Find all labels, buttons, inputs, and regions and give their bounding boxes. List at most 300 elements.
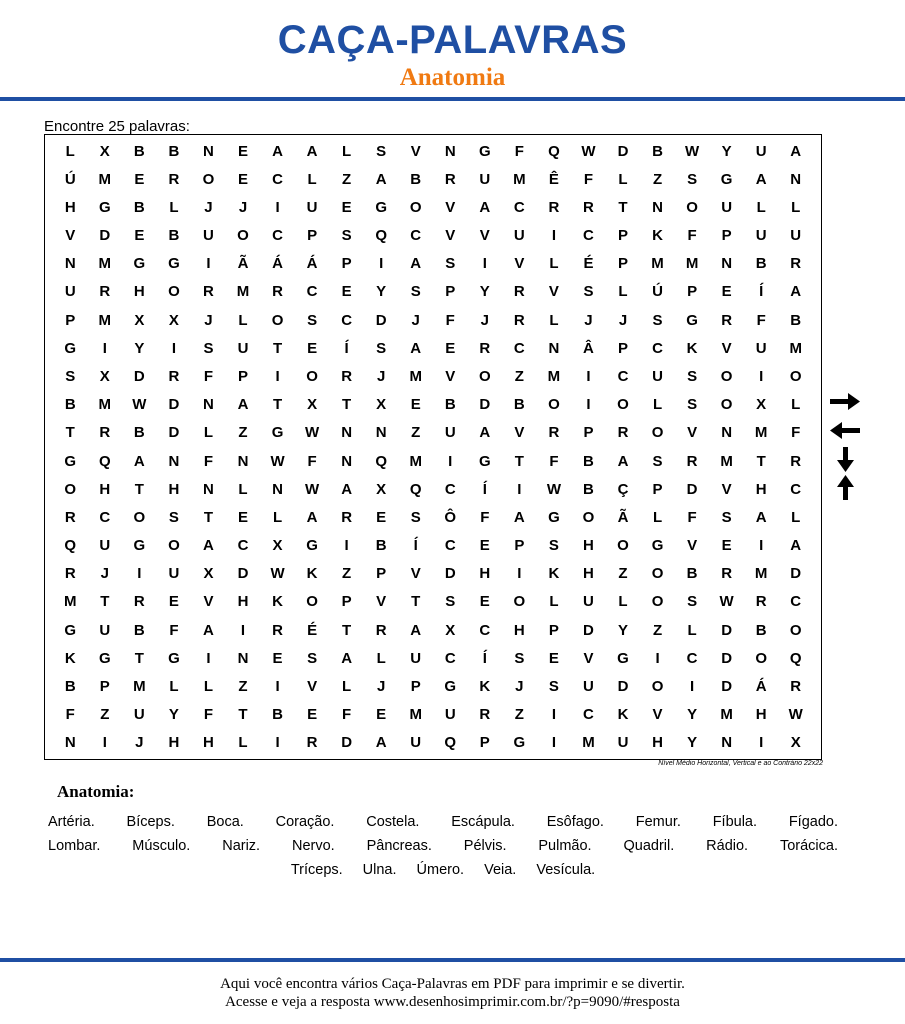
grid-cell[interactable]: E: [341, 283, 352, 301]
grid-cell[interactable]: I: [586, 368, 591, 386]
grid-cell[interactable]: Z: [342, 170, 352, 188]
grid-cell[interactable]: U: [410, 734, 422, 752]
grid-cell[interactable]: X: [756, 396, 767, 414]
grid-cell[interactable]: T: [618, 198, 628, 216]
grid-cell[interactable]: K: [479, 678, 491, 696]
grid-cell[interactable]: K: [652, 227, 663, 245]
grid-cell[interactable]: H: [513, 621, 525, 639]
grid-cell[interactable]: R: [479, 706, 491, 724]
grid-cell[interactable]: H: [755, 706, 767, 724]
grid-cell[interactable]: O: [306, 593, 318, 611]
grid-cell[interactable]: V: [479, 227, 490, 245]
grid-cell[interactable]: S: [410, 283, 421, 301]
grid-cell[interactable]: F: [342, 706, 352, 724]
grid-cell[interactable]: M: [513, 170, 526, 188]
grid-cell[interactable]: Z: [618, 565, 628, 583]
grid-cell[interactable]: P: [65, 311, 76, 329]
grid-cell[interactable]: J: [100, 565, 109, 583]
grid-cell[interactable]: Q: [444, 734, 457, 752]
grid-cell[interactable]: S: [687, 396, 698, 414]
grid-cell[interactable]: L: [307, 170, 317, 188]
grid-cell[interactable]: C: [513, 339, 525, 357]
grid-cell[interactable]: V: [410, 565, 421, 583]
grid-cell[interactable]: R: [306, 734, 318, 752]
grid-cell[interactable]: S: [652, 311, 663, 329]
grid-cell[interactable]: Í: [482, 649, 487, 667]
grid-cell[interactable]: V: [514, 255, 525, 273]
grid-cell[interactable]: L: [169, 198, 179, 216]
grid-cell[interactable]: V: [307, 678, 318, 696]
grid-cell[interactable]: Ô: [444, 508, 457, 526]
grid-cell[interactable]: X: [203, 565, 214, 583]
grid-cell[interactable]: I: [759, 368, 764, 386]
grid-cell[interactable]: M: [720, 706, 733, 724]
grid-cell[interactable]: A: [341, 480, 353, 498]
grid-cell[interactable]: I: [482, 255, 487, 273]
grid-cell[interactable]: D: [168, 424, 180, 442]
grid-cell[interactable]: N: [341, 452, 353, 470]
grid-cell[interactable]: R: [64, 508, 76, 526]
grid-cell[interactable]: R: [99, 424, 111, 442]
grid-cell[interactable]: A: [513, 508, 525, 526]
grid-cell[interactable]: N: [375, 424, 387, 442]
grid-cell[interactable]: T: [342, 396, 352, 414]
grid-cell[interactable]: C: [306, 283, 318, 301]
grid-cell[interactable]: X: [168, 311, 179, 329]
grid-cell[interactable]: A: [790, 283, 802, 301]
grid-cell[interactable]: B: [686, 565, 698, 583]
grid-cell[interactable]: B: [133, 621, 145, 639]
grid-cell[interactable]: M: [754, 424, 768, 442]
grid-cell[interactable]: H: [203, 734, 214, 752]
grid-cell[interactable]: I: [551, 227, 556, 245]
grid-cell[interactable]: Í: [344, 339, 349, 357]
grid-cell[interactable]: Ã: [237, 255, 249, 273]
grid-cell[interactable]: H: [168, 480, 180, 498]
grid-cell[interactable]: O: [168, 283, 180, 301]
grid-cell[interactable]: B: [168, 142, 180, 160]
grid-cell[interactable]: G: [686, 311, 698, 329]
grid-cell[interactable]: K: [548, 565, 560, 583]
grid-cell[interactable]: S: [687, 593, 698, 611]
grid-cell[interactable]: P: [514, 537, 525, 555]
grid-cell[interactable]: I: [275, 198, 280, 216]
grid-cell[interactable]: Z: [238, 424, 248, 442]
grid-cell[interactable]: C: [237, 537, 249, 555]
grid-cell[interactable]: C: [272, 227, 283, 245]
grid-cell[interactable]: A: [479, 198, 491, 216]
grid-cell[interactable]: Y: [168, 706, 179, 724]
grid-cell[interactable]: U: [755, 227, 767, 245]
grid-cell[interactable]: J: [377, 368, 386, 386]
grid-cell[interactable]: V: [687, 424, 698, 442]
grid-cell[interactable]: K: [64, 649, 76, 667]
grid-cell[interactable]: E: [341, 198, 352, 216]
grid-cell[interactable]: X: [376, 480, 387, 498]
grid-cell[interactable]: V: [548, 283, 559, 301]
grid-cell[interactable]: W: [685, 142, 700, 160]
grid-cell[interactable]: U: [755, 339, 767, 357]
grid-cell[interactable]: T: [756, 452, 766, 470]
grid-cell[interactable]: R: [99, 283, 111, 301]
grid-cell[interactable]: D: [99, 227, 111, 245]
grid-cell[interactable]: B: [168, 227, 180, 245]
grid-cell[interactable]: U: [513, 227, 525, 245]
grid-cell[interactable]: A: [375, 734, 387, 752]
grid-cell[interactable]: C: [272, 170, 283, 188]
grid-cell[interactable]: L: [376, 649, 386, 667]
grid-cell[interactable]: I: [206, 649, 211, 667]
grid-cell[interactable]: J: [480, 311, 489, 329]
grid-cell[interactable]: A: [410, 621, 422, 639]
grid-cell[interactable]: B: [513, 396, 525, 414]
grid-cell[interactable]: X: [376, 396, 387, 414]
grid-cell[interactable]: T: [272, 396, 283, 414]
grid-cell[interactable]: O: [651, 424, 664, 442]
grid-cell[interactable]: R: [64, 565, 76, 583]
grid-cell[interactable]: I: [551, 706, 556, 724]
grid-cell[interactable]: U: [583, 593, 594, 611]
grid-cell[interactable]: S: [410, 508, 421, 526]
grid-cell[interactable]: R: [479, 339, 491, 357]
grid-cell[interactable]: S: [687, 170, 698, 188]
grid-cell[interactable]: R: [790, 452, 802, 470]
grid-cell[interactable]: M: [547, 368, 561, 386]
grid-cell[interactable]: Y: [687, 734, 698, 752]
grid-cell[interactable]: V: [376, 593, 387, 611]
grid-cell[interactable]: N: [548, 339, 560, 357]
grid-cell[interactable]: R: [203, 283, 214, 301]
grid-cell[interactable]: L: [342, 678, 352, 696]
grid-cell[interactable]: N: [64, 734, 76, 752]
grid-cell[interactable]: R: [375, 621, 387, 639]
grid-cell[interactable]: U: [64, 283, 76, 301]
grid-cell[interactable]: G: [478, 142, 491, 160]
grid-cell[interactable]: X: [445, 621, 456, 639]
grid-cell[interactable]: S: [168, 508, 179, 526]
grid-cell[interactable]: V: [410, 142, 421, 160]
grid-cell[interactable]: T: [238, 706, 248, 724]
grid-cell[interactable]: L: [652, 396, 663, 414]
grid-cell[interactable]: U: [444, 424, 456, 442]
grid-cell[interactable]: L: [272, 508, 283, 526]
grid-cell[interactable]: C: [99, 508, 111, 526]
grid-cell[interactable]: U: [755, 142, 767, 160]
grid-cell[interactable]: U: [99, 537, 111, 555]
grid-cell[interactable]: B: [133, 142, 145, 160]
grid-cell[interactable]: A: [410, 255, 422, 273]
grid-cell[interactable]: Ã: [617, 508, 629, 526]
grid-cell[interactable]: A: [272, 142, 283, 160]
grid-cell[interactable]: L: [342, 142, 352, 160]
grid-cell[interactable]: N: [203, 480, 214, 498]
grid-cell[interactable]: M: [754, 565, 768, 583]
grid-cell[interactable]: D: [237, 565, 249, 583]
grid-cell[interactable]: U: [652, 368, 663, 386]
grid-cell[interactable]: T: [203, 508, 214, 526]
grid-cell[interactable]: M: [98, 255, 112, 273]
grid-cell[interactable]: L: [203, 424, 214, 442]
grid-cell[interactable]: D: [133, 368, 145, 386]
grid-cell[interactable]: B: [64, 678, 76, 696]
grid-cell[interactable]: J: [618, 311, 628, 329]
grid-cell[interactable]: É: [583, 255, 594, 273]
grid-cell[interactable]: N: [168, 452, 180, 470]
grid-cell[interactable]: V: [445, 227, 456, 245]
grid-cell[interactable]: B: [133, 424, 145, 442]
grid-cell[interactable]: N: [237, 649, 249, 667]
grid-cell[interactable]: H: [583, 565, 594, 583]
grid-cell[interactable]: R: [617, 424, 629, 442]
grid-cell[interactable]: O: [478, 368, 491, 386]
grid-cell[interactable]: H: [64, 198, 76, 216]
grid-cell[interactable]: X: [790, 734, 801, 752]
grid-cell[interactable]: O: [651, 593, 664, 611]
grid-cell[interactable]: C: [410, 227, 422, 245]
grid-cell[interactable]: G: [548, 508, 560, 526]
grid-cell[interactable]: I: [379, 255, 384, 273]
grid-cell[interactable]: I: [275, 734, 280, 752]
grid-cell[interactable]: S: [548, 678, 559, 696]
grid-cell[interactable]: L: [756, 198, 766, 216]
grid-cell[interactable]: U: [583, 678, 594, 696]
grid-cell[interactable]: A: [306, 142, 318, 160]
grid-cell[interactable]: V: [514, 424, 525, 442]
grid-cell[interactable]: X: [272, 537, 283, 555]
grid-cell[interactable]: I: [102, 734, 107, 752]
grid-cell[interactable]: P: [479, 734, 490, 752]
grid-cell[interactable]: O: [64, 480, 77, 498]
grid-cell[interactable]: U: [479, 170, 491, 188]
grid-cell[interactable]: C: [513, 198, 525, 216]
grid-cell[interactable]: I: [102, 339, 107, 357]
grid-cell[interactable]: G: [168, 255, 180, 273]
grid-cell[interactable]: F: [549, 452, 559, 470]
grid-cell[interactable]: R: [721, 565, 733, 583]
grid-cell[interactable]: Ç: [617, 480, 629, 498]
grid-cell[interactable]: Y: [687, 706, 698, 724]
grid-cell[interactable]: E: [410, 396, 421, 414]
grid-cell[interactable]: O: [548, 396, 560, 414]
grid-cell[interactable]: Ê: [548, 170, 559, 188]
grid-cell[interactable]: O: [651, 678, 664, 696]
grid-cell[interactable]: O: [306, 368, 318, 386]
grid-cell[interactable]: I: [344, 537, 349, 555]
grid-cell[interactable]: D: [583, 621, 594, 639]
grid-cell[interactable]: S: [687, 368, 698, 386]
grid-cell[interactable]: A: [755, 170, 767, 188]
grid-cell[interactable]: G: [513, 734, 526, 752]
grid-cell[interactable]: O: [617, 396, 629, 414]
grid-cell[interactable]: G: [651, 537, 664, 555]
grid-cell[interactable]: C: [686, 649, 698, 667]
grid-cell[interactable]: F: [65, 706, 75, 724]
grid-cell[interactable]: S: [203, 339, 214, 357]
grid-cell[interactable]: E: [721, 537, 732, 555]
grid-cell[interactable]: W: [581, 142, 596, 160]
grid-cell[interactable]: O: [720, 368, 733, 386]
grid-cell[interactable]: T: [411, 593, 421, 611]
grid-cell[interactable]: D: [721, 649, 733, 667]
grid-cell[interactable]: U: [203, 227, 214, 245]
grid-cell[interactable]: D: [341, 734, 353, 752]
grid-cell[interactable]: W: [788, 706, 803, 724]
grid-cell[interactable]: L: [169, 678, 179, 696]
grid-cell[interactable]: W: [270, 565, 285, 583]
grid-cell[interactable]: G: [168, 649, 180, 667]
grid-cell[interactable]: L: [203, 678, 214, 696]
grid-cell[interactable]: G: [306, 537, 318, 555]
grid-cell[interactable]: B: [790, 311, 802, 329]
grid-cell[interactable]: H: [583, 537, 594, 555]
grid-cell[interactable]: P: [617, 255, 628, 273]
grid-cell[interactable]: D: [721, 621, 733, 639]
grid-cell[interactable]: F: [445, 311, 455, 329]
grid-cell[interactable]: J: [515, 678, 524, 696]
grid-cell[interactable]: S: [307, 311, 318, 329]
grid-cell[interactable]: F: [687, 508, 697, 526]
grid-cell[interactable]: I: [655, 649, 660, 667]
grid-cell[interactable]: I: [517, 480, 522, 498]
grid-cell[interactable]: B: [410, 170, 422, 188]
grid-cell[interactable]: N: [721, 734, 733, 752]
grid-cell[interactable]: L: [652, 508, 663, 526]
grid-cell[interactable]: I: [206, 255, 211, 273]
grid-cell[interactable]: X: [134, 311, 145, 329]
grid-cell[interactable]: O: [133, 508, 146, 526]
grid-cell[interactable]: B: [272, 706, 283, 724]
grid-cell[interactable]: E: [237, 142, 248, 160]
grid-cell[interactable]: P: [341, 593, 352, 611]
grid-cell[interactable]: I: [586, 396, 591, 414]
grid-cell[interactable]: F: [514, 142, 524, 160]
grid-cell[interactable]: C: [617, 368, 629, 386]
grid-cell[interactable]: R: [548, 424, 560, 442]
grid-cell[interactable]: É: [307, 621, 318, 639]
grid-cell[interactable]: V: [687, 537, 698, 555]
grid-cell[interactable]: M: [409, 706, 422, 724]
grid-cell[interactable]: E: [376, 706, 387, 724]
grid-cell[interactable]: O: [617, 537, 629, 555]
grid-cell[interactable]: E: [307, 339, 318, 357]
grid-cell[interactable]: W: [270, 452, 285, 470]
grid-cell[interactable]: G: [64, 452, 77, 470]
grid-cell[interactable]: P: [99, 678, 110, 696]
grid-cell[interactable]: K: [617, 706, 629, 724]
grid-cell[interactable]: D: [168, 396, 180, 414]
grid-cell[interactable]: Y: [134, 339, 145, 357]
grid-cell[interactable]: N: [721, 424, 733, 442]
grid-cell[interactable]: B: [652, 142, 663, 160]
grid-cell[interactable]: O: [168, 537, 180, 555]
grid-cell[interactable]: L: [238, 311, 248, 329]
grid-cell[interactable]: A: [617, 452, 629, 470]
grid-cell[interactable]: R: [513, 283, 525, 301]
grid-cell[interactable]: P: [687, 283, 698, 301]
grid-cell[interactable]: G: [64, 339, 77, 357]
grid-cell[interactable]: L: [549, 255, 559, 273]
grid-cell[interactable]: G: [98, 649, 111, 667]
grid-cell[interactable]: X: [307, 396, 318, 414]
grid-cell[interactable]: Z: [238, 678, 248, 696]
grid-cell[interactable]: G: [720, 170, 733, 188]
grid-cell[interactable]: W: [546, 480, 561, 498]
grid-cell[interactable]: I: [275, 678, 280, 696]
grid-cell[interactable]: W: [305, 424, 320, 442]
grid-cell[interactable]: F: [203, 368, 214, 386]
grid-cell[interactable]: P: [583, 424, 594, 442]
grid-cell[interactable]: P: [445, 283, 456, 301]
grid-cell[interactable]: B: [755, 621, 767, 639]
grid-cell[interactable]: Q: [375, 452, 388, 470]
grid-cell[interactable]: I: [759, 537, 764, 555]
grid-cell[interactable]: T: [100, 593, 110, 611]
grid-cell[interactable]: C: [790, 593, 802, 611]
grid-cell[interactable]: P: [617, 339, 628, 357]
grid-cell[interactable]: C: [341, 311, 353, 329]
grid-cell[interactable]: C: [479, 621, 491, 639]
grid-cell[interactable]: L: [687, 621, 697, 639]
grid-cell[interactable]: Í: [482, 480, 487, 498]
grid-cell[interactable]: M: [582, 734, 595, 752]
grid-cell[interactable]: R: [755, 593, 767, 611]
grid-cell[interactable]: U: [306, 198, 318, 216]
grid-cell[interactable]: T: [65, 424, 75, 442]
grid-cell[interactable]: L: [238, 480, 248, 498]
grid-cell[interactable]: B: [755, 255, 767, 273]
grid-cell[interactable]: W: [719, 593, 734, 611]
grid-cell[interactable]: R: [133, 593, 145, 611]
grid-cell[interactable]: J: [584, 311, 593, 329]
grid-cell[interactable]: O: [686, 198, 698, 216]
grid-cell[interactable]: A: [410, 339, 422, 357]
grid-cell[interactable]: R: [790, 678, 802, 696]
grid-cell[interactable]: Â: [583, 339, 594, 357]
grid-cell[interactable]: O: [789, 621, 802, 639]
grid-cell[interactable]: I: [759, 734, 764, 752]
grid-cell[interactable]: G: [133, 537, 146, 555]
grid-cell[interactable]: A: [375, 170, 387, 188]
grid-cell[interactable]: J: [411, 311, 420, 329]
grid-cell[interactable]: N: [790, 170, 802, 188]
grid-cell[interactable]: U: [237, 339, 249, 357]
grid-cell[interactable]: A: [306, 508, 318, 526]
grid-cell[interactable]: N: [721, 255, 733, 273]
grid-cell[interactable]: P: [376, 565, 387, 583]
grid-cell[interactable]: Á: [272, 255, 283, 273]
grid-cell[interactable]: A: [133, 452, 145, 470]
grid-cell[interactable]: D: [617, 678, 629, 696]
grid-cell[interactable]: F: [480, 508, 490, 526]
grid-cell[interactable]: Á: [755, 678, 767, 696]
grid-cell[interactable]: V: [721, 339, 732, 357]
grid-cell[interactable]: A: [341, 649, 353, 667]
grid-cell[interactable]: F: [791, 424, 801, 442]
grid-cell[interactable]: S: [376, 339, 387, 357]
grid-cell[interactable]: H: [168, 734, 180, 752]
grid-cell[interactable]: X: [99, 368, 110, 386]
grid-cell[interactable]: E: [237, 170, 248, 188]
grid-cell[interactable]: E: [721, 283, 732, 301]
grid-cell[interactable]: I: [551, 734, 556, 752]
grid-cell[interactable]: Y: [479, 283, 490, 301]
grid-cell[interactable]: M: [789, 339, 802, 357]
grid-cell[interactable]: A: [755, 508, 767, 526]
grid-cell[interactable]: A: [790, 537, 802, 555]
grid-cell[interactable]: Q: [409, 480, 422, 498]
grid-cell[interactable]: N: [272, 480, 283, 498]
grid-cell[interactable]: I: [240, 621, 246, 639]
